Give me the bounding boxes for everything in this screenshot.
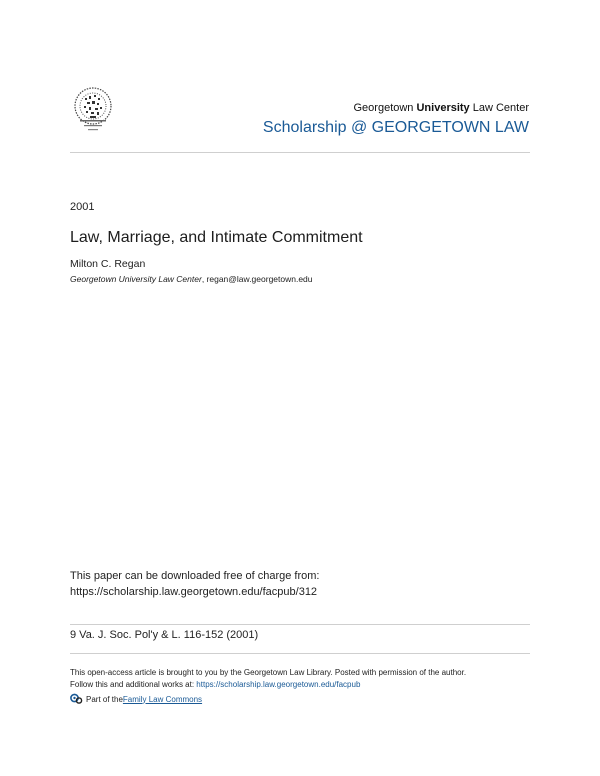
institution-prefix: Georgetown	[353, 102, 417, 114]
part-of-line	[70, 693, 202, 705]
repository-title[interactable]: Scholarship @ GEORGETOWN LAW	[262, 119, 529, 136]
author-affiliation	[70, 274, 313, 284]
download-notice: This paper can be downloaded free of charge from:	[70, 570, 320, 582]
author-name: Milton C. Regan	[70, 258, 146, 270]
affiliation-name: Georgetown University Law Center	[70, 274, 202, 284]
header-divider	[70, 152, 530, 153]
follow-link[interactable]: https://scholarship.law.georgetown.edu/facpub	[196, 680, 361, 689]
publication-year: 2001	[70, 201, 95, 213]
georgetown-seal-icon	[70, 80, 116, 136]
citation-divider-bottom	[70, 653, 530, 654]
part-of-prefix: Part of the	[86, 694, 123, 704]
citation-divider-top	[70, 624, 530, 625]
author-email: , regan@law.georgetown.edu	[201, 274, 313, 284]
follow-prefix: Follow this and additional works at:	[70, 680, 197, 689]
open-access-notice: This open-access article is brought to you by the Georgetown Law Library. Posted with permission of the author.	[70, 668, 467, 677]
family-law-commons-link[interactable]: Family Law Commons	[122, 694, 203, 704]
institution-bold: University	[416, 102, 470, 114]
network-commons-icon	[70, 693, 83, 705]
follow-line	[70, 680, 360, 689]
citation: 9 Va. J. Soc. Pol'y & L. 116-152 (2001)	[70, 629, 259, 641]
paper-title: Law, Marriage, and Intimate Commitment	[70, 229, 363, 246]
institution-name	[354, 102, 530, 114]
institution-suffix: Law Center	[469, 102, 529, 114]
download-url[interactable]: https://scholarship.law.georgetown.edu/facpub/312	[70, 586, 318, 598]
